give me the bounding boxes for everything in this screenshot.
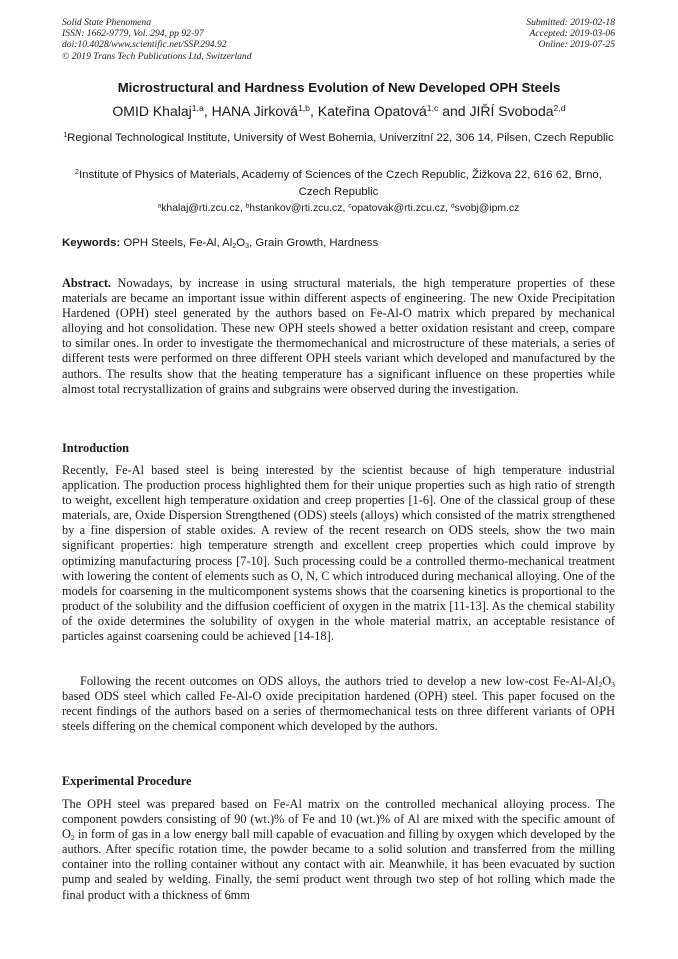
- introduction-paragraph-1: Recently, Fe-Al based steel is being interested by the scientist because of high temperature industrial application. The production process highlighted them for their unique properties such as high ratio of strength to weight, excellent high temperature oxidation and creep properties [1-6]. One of the classical group of these materials, are, Oxide Dispersion Strengthened (ODS) steels (alloys) which consisted of the matrix strengthened by a fine dispersion of stable oxides. A review of the recent research on ODS steels, show the two main significant properties: high temperature strength and excellent creep properties which could improve by optimizing manufacturing process [7-10]. Such processing could be a controlled thermo-mechanical treatment with lowering the content of elements such as O, N, C which introduced during mechanical alloying. One of the models for coarsening in the multicomponent systems shows that the coarsening kinetics is proportional to the product of the solubility and the diffusion coefficient of oxygen in the matrix [11-13]. As the chemical stability of the oxide determines the solubility of oxygen in the whole material matrix, an acceptable resistance of particles against coarsening could be achieved [14-18].: [62, 463, 615, 644]
- online-date: Online: 2019-07-25: [538, 39, 615, 51]
- accepted-date: Accepted: 2019-03-06: [529, 28, 615, 40]
- journal-name: Solid State Phenomena: [62, 17, 151, 28]
- email-link[interactable]: hstankov@rti.zcu.cz: [249, 203, 343, 214]
- journal-copyright: © 2019 Trans Tech Publications Ltd, Switzerland: [62, 50, 252, 62]
- email-mark: c: [348, 202, 352, 210]
- keywords: [62, 237, 615, 249]
- paragraph-text: O: [602, 674, 612, 688]
- author-separator: ,: [203, 103, 212, 119]
- email-list: $^a$khalaj@rti.zcu.cz, $^b$hstankov@rti.zcu.cz, $^c$opatovak@rti.zcu.cz, $^d$svobj@ipm.cz: [157, 202, 520, 214]
- submission-dates: [526, 17, 615, 51]
- keywords-label: Keywords:: [62, 237, 121, 249]
- author-separator: and: [438, 103, 470, 119]
- author-name: Kateřina Opatová: [317, 103, 427, 119]
- email-link[interactable]: opatovak@rti.zcu.cz: [351, 203, 446, 214]
- abstract: [62, 276, 615, 397]
- abstract-text: Nowadays, by increase in using structural materials, the high temperature properties of these materials are became an important issue within different aspects of engineering. The new Oxide Precipitation Hardened (OPH) steel generated by the authors based on Fe-Al-O matrix which prepared by mechanical alloying and hot consolidation. These new OPH steels showed a better oxidation resistant and creep, compare to similar ones. In order to investigate the thermomechanical and microstructure of these materials, a series of different tests were performed on three different OPH steels variant which developed and manufactured by the authors. The results show that the heating temperature has a significant influence on these properties while almost total recrystallization of grains and subgrains were observed during the investigation.: [62, 276, 615, 396]
- subscript: 2: [70, 833, 75, 843]
- author-name: JIŘÍ Svoboda: [469, 103, 554, 119]
- paragraph-text: The OPH steel was prepared based on Fe-Al matrix on the controlled mechanical alloying process. The component powders consisting of 90 (wt.)% of Fe and 10 (wt.)% of Al are mixed with the specific amount of O: [62, 797, 615, 842]
- author-list: [40, 103, 638, 119]
- keywords-subscript: 2: [232, 242, 237, 250]
- paper-title: Microstructural and Hardness Evolution of New Developed OPH Steels: [117, 80, 561, 95]
- affiliation-mark: 1: [63, 132, 68, 140]
- section-heading-experimental: Experimental Procedure: [62, 774, 192, 788]
- email-mark: a: [157, 202, 162, 210]
- author-affiliation-mark: 1,a: [191, 103, 204, 114]
- paragraph-text: in form of gas in a low energy ball mill capable of evacuation and filling by oxygen which developed by the authors. After specific rotation time, the powder became to a solid solution and transferred from the milling container into the rolling container without any contact with air. Meanwhile, it has been evacuated by suction pump and sealed by welding. Finally, the semi product went through two step of hot rolling which made the final product with a thickness of 6mm: [62, 827, 615, 902]
- keywords-text: O: [236, 237, 246, 249]
- journal-info: [62, 17, 252, 62]
- email-mark: b: [245, 202, 250, 210]
- keywords-subscript: 3: [245, 242, 250, 250]
- affiliation-1: [62, 130, 615, 147]
- experimental-paragraph-1: [62, 797, 615, 903]
- author-name: OMID Khalaj: [112, 103, 192, 119]
- affiliation-text: Regional Technological Institute, University of West Bohemia, Univerzitní 22, 306 14, Pilsen, Czech Republic: [67, 132, 614, 144]
- paragraph-text: based ODS steel which called Fe-Al-O oxide precipitation hardened (OPH) steel. This paper focused on the recent findings of the authors based on a series of thermomechanical tests on three different variants of OPH steels differing on the chemical component which developed by the authors.: [62, 689, 615, 734]
- author-affiliation-mark: 1,c: [426, 103, 439, 114]
- introduction-paragraph-2: [62, 674, 615, 734]
- author-affiliation-mark: 2,d: [553, 103, 566, 114]
- affiliation-mark: 2: [75, 169, 79, 177]
- keywords-text: , Grain Growth, Hardness: [249, 237, 379, 249]
- journal-doi[interactable]: doi:10.4028/www.scientific.net/SSP.294.92: [62, 39, 227, 51]
- submitted-date: Submitted: 2019-02-18: [526, 17, 615, 28]
- subscript: 2: [598, 679, 603, 689]
- affiliation-text: Institute of Physics of Materials, Academy of Sciences of the Czech Republic, Žižkova 22, 616 62, Brno, Czech Republic: [78, 169, 602, 198]
- email-link[interactable]: svobj@ipm.cz: [454, 203, 520, 214]
- email-link[interactable]: khalaj@rti.zcu.cz: [161, 203, 240, 214]
- affiliation-2: [62, 167, 615, 201]
- keywords-text: OPH Steels, Fe-Al, Al: [123, 237, 233, 249]
- author-name: HANA Jirková: [211, 103, 298, 119]
- author-separator: ,: [310, 103, 318, 119]
- section-heading-introduction: Introduction: [62, 441, 129, 455]
- subscript: 3: [611, 679, 615, 689]
- journal-issn: ISSN: 1662-9779, Vol. 294, pp 92-97: [62, 28, 204, 40]
- paragraph-text: Following the recent outcomes on ODS alloys, the authors tried to develop a new low-cost Fe-Al-Al: [80, 674, 599, 688]
- author-affiliation-mark: 1,b: [297, 103, 311, 114]
- abstract-label: Abstract.: [62, 276, 112, 290]
- email-mark: d: [450, 202, 455, 210]
